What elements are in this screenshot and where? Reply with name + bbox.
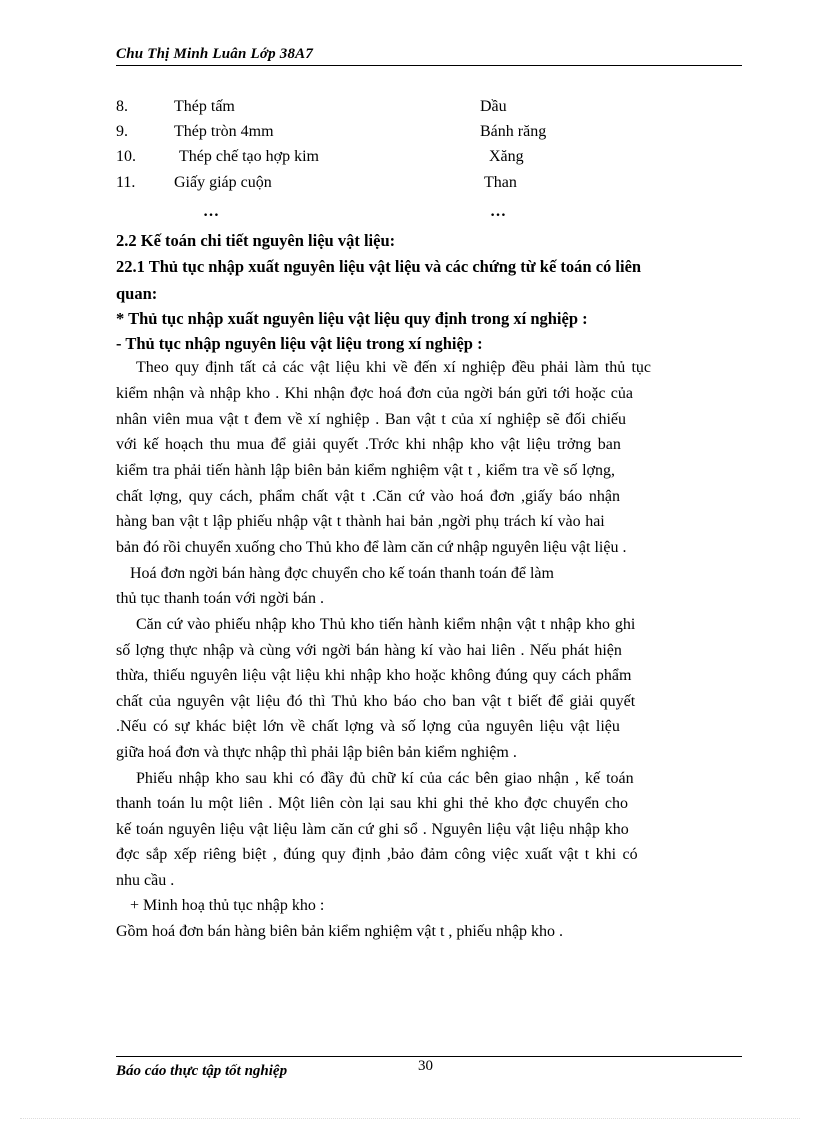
- paragraph-line: kiểm nhận và nhập kho . Khi nhận đợc hoá đơn của ngời bán gửi tới hoặc của: [116, 385, 634, 402]
- paragraph-line: thủ tục thanh toán với ngời bán .: [116, 590, 324, 607]
- material-right: Xăng: [489, 148, 524, 165]
- paragraph-line: số lợng thực nhập và cùng với ngời bán hàng kí vào hai liên . Nếu phát hiện: [116, 642, 622, 659]
- procedure-heading: * Thủ tục nhập xuất nguyên liệu vật liệu quy định trong xí nghiệp :: [116, 309, 588, 328]
- paragraph-line: hàng ban vật t lập phiếu nhập vật t thành hai bản ,ngời phụ trách kí vào hai: [116, 513, 605, 530]
- ellipsis-right: …: [490, 203, 506, 220]
- material-left: Thép tấm: [174, 98, 235, 115]
- paragraph-line: Theo quy định tất cả các vật liệu khi về đến xí nghiệp đều phải làm thủ tục: [136, 359, 652, 376]
- material-left: Thép chế tạo hợp kim: [179, 148, 319, 165]
- paragraph-line: .Nếu có sự khác biệt lớn về chất lợng và số lợng của nguyên liệu vật liệu: [116, 718, 620, 735]
- material-number: 9.: [116, 123, 128, 140]
- material-right: Bánh răng: [480, 123, 547, 140]
- page-footer: [116, 1056, 742, 1080]
- subsection-heading-line2: quan:: [116, 284, 158, 303]
- page-header: [116, 46, 742, 66]
- page-bottom-border: [20, 1118, 800, 1119]
- paragraph-line: thừa, thiếu nguyên liệu vật liệu khi nhập kho hoặc không đúng quy cách phẩm: [116, 667, 632, 684]
- paragraph-line: bản đó rồi chuyển xuống cho Thủ kho để làm căn cứ nhập nguyên liệu vật liệu .: [116, 539, 627, 556]
- paragraph-line: với kế hoạch thu mua để giải quyết .Trớc khi nhập kho vật liệu trởng ban: [116, 436, 621, 453]
- page-number: 30: [418, 1058, 433, 1074]
- footer-rule: [116, 1056, 742, 1057]
- paragraph-line: kiểm tra phải tiến hành lập biên bản kiểm nghiệm vật t , kiểm tra về số lợng,: [116, 462, 615, 479]
- material-number: 11.: [116, 174, 136, 191]
- material-number: 10.: [116, 148, 136, 165]
- paragraph-line: Hoá đơn ngời bán hàng đợc chuyển cho kế toán thanh toán để làm: [130, 565, 554, 582]
- paragraph-line: + Minh hoạ thủ tục nhập kho :: [130, 897, 325, 914]
- paragraph-line: giữa hoá đơn và thực nhập thì phải lập biên bản kiểm nghiệm .: [116, 744, 517, 761]
- paragraph-line: đợc sắp xếp riêng biệt , đúng quy định ,bảo đảm công việc xuất vật t khi có: [116, 846, 638, 863]
- paragraph-line: Phiếu nhập kho sau khi có đầy đủ chữ kí của các bên giao nhận , kế toán: [136, 770, 634, 787]
- ellipsis-left: …: [203, 203, 219, 220]
- import-procedure-heading: - Thủ tục nhập nguyên liệu vật liệu trong xí nghiệp :: [116, 334, 483, 353]
- paragraph-line: Gồm hoá đơn bán hàng biên bản kiểm nghiệm vật t , phiếu nhập kho .: [116, 923, 564, 940]
- material-left: Giấy giáp cuộn: [174, 174, 272, 191]
- header-author-class: Chu Thị Minh Luân Lớp 38A7: [116, 46, 314, 62]
- paragraph-line: thanh toán lu một liên . Một liên còn lại sau khi ghi thẻ kho đợc chuyển cho: [116, 795, 629, 812]
- paragraph-line: chất của nguyên vật liệu đó thì Thủ kho báo cho ban vật t biết để giải quyết: [116, 693, 636, 710]
- footer-report-title: Báo cáo thực tập tốt nghiệp: [116, 1063, 288, 1079]
- material-number: 8.: [116, 98, 128, 115]
- paragraph-line: kế toán nguyên liệu vật liệu làm căn cứ ghi sổ . Nguyên liệu vật liệu nhập kho: [116, 821, 629, 838]
- header-rule: [116, 65, 742, 66]
- paragraph-line: nhân viên mua vật t đem về xí nghiệp . Ban vật t của xí nghiệp sẽ đối chiếu: [116, 411, 627, 428]
- paragraph-line: nhu cầu .: [116, 872, 175, 889]
- section-heading-2-2: 2.2 Kế toán chi tiết nguyên liệu vật liệu:: [116, 231, 396, 250]
- material-right: Dầu: [480, 98, 507, 115]
- subsection-heading-line1: 22.1 Thủ tục nhập xuất nguyên liệu vật liệu và các chứng từ kế toán có liên: [116, 257, 642, 276]
- material-right: Than: [484, 174, 517, 191]
- material-left: Thép tròn 4mm: [174, 123, 274, 140]
- paragraph-line: chất lợng, quy cách, phẩm chất vật t .Căn cứ vào hoá đơn ,giấy báo nhận: [116, 488, 621, 505]
- paragraph-line: Căn cứ vào phiếu nhập kho Thủ kho tiến hành kiểm nhận vật t nhập kho ghi: [136, 616, 636, 633]
